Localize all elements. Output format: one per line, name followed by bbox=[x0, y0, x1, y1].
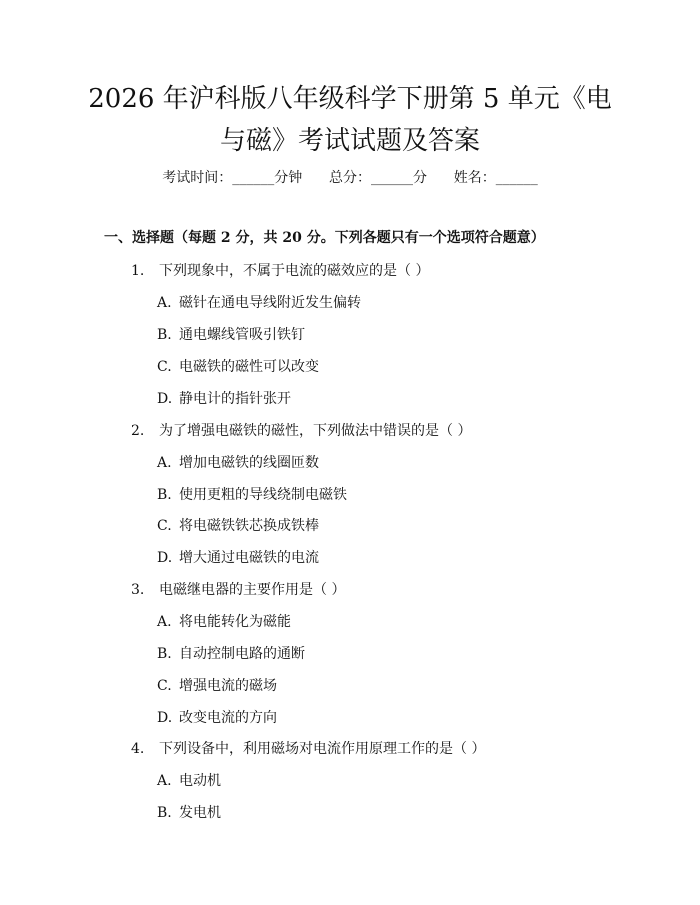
title-line-1: 2026 年沪科版八年级科学下册第 5 单元《电 bbox=[88, 84, 612, 114]
option-text: 静电计的指针张开 bbox=[179, 391, 291, 407]
option-text: 增大通过电磁铁的电流 bbox=[179, 550, 319, 566]
option-letter: B. bbox=[157, 805, 172, 821]
option-text: 增强电流的磁场 bbox=[179, 678, 277, 694]
question-4 bbox=[131, 739, 485, 759]
option-text: 自动控制电路的通断 bbox=[179, 646, 305, 662]
question-text: 下列现象中，不属于电流的磁效应的是（ ） bbox=[159, 263, 430, 279]
option-letter: A. bbox=[157, 295, 172, 311]
option-letter: D. bbox=[157, 391, 173, 407]
question-2 bbox=[131, 421, 471, 441]
option-text: 电动机 bbox=[179, 773, 221, 789]
option-letter: B. bbox=[157, 487, 172, 503]
option-letter: D. bbox=[157, 550, 173, 566]
option-text: 增加电磁铁的线圈匝数 bbox=[179, 455, 319, 471]
question-3-option-d bbox=[157, 708, 277, 728]
question-2-option-a bbox=[157, 453, 319, 473]
option-letter: C. bbox=[157, 678, 172, 694]
option-letter: D. bbox=[157, 710, 173, 726]
question-number: 3. bbox=[131, 582, 145, 598]
question-number: 2. bbox=[131, 423, 145, 439]
question-2-option-c bbox=[157, 516, 319, 536]
option-letter: B. bbox=[157, 646, 172, 662]
question-2-option-d bbox=[157, 548, 319, 568]
page-title bbox=[60, 78, 640, 162]
option-text: 将电磁铁铁芯换成铁棒 bbox=[179, 518, 319, 534]
option-letter: B. bbox=[157, 327, 172, 343]
question-2-option-b bbox=[157, 485, 347, 505]
option-text: 将电能转化为磁能 bbox=[179, 614, 291, 630]
option-text: 磁针在通电导线附近发生偏转 bbox=[179, 295, 361, 311]
option-text: 电磁铁的磁性可以改变 bbox=[179, 359, 319, 375]
option-text: 使用更粗的导线绕制电磁铁 bbox=[179, 487, 347, 503]
question-text: 为了增强电磁铁的磁性，下列做法中错误的是（ ） bbox=[159, 423, 472, 439]
question-3-option-a bbox=[157, 612, 291, 632]
option-text: 通电螺线管吸引铁钉 bbox=[179, 327, 305, 343]
question-1-option-a bbox=[157, 293, 361, 313]
question-3-option-c bbox=[157, 676, 277, 696]
question-1-option-b bbox=[157, 325, 305, 345]
option-letter: A. bbox=[157, 455, 172, 471]
exam-info-line: 考试时间：______分钟 总分：______分 姓名：______ bbox=[162, 170, 538, 186]
option-letter: C. bbox=[157, 518, 172, 534]
question-1-option-c bbox=[157, 357, 319, 377]
question-3-option-b bbox=[157, 644, 305, 664]
question-1 bbox=[131, 261, 429, 281]
question-number: 4. bbox=[131, 741, 145, 757]
question-4-option-a bbox=[157, 771, 221, 791]
section-heading: 一、选择题（每题 2 分，共 20 分。下列各题只有一个选项符合题意） bbox=[104, 230, 545, 246]
question-text: 电磁继电器的主要作用是（ ） bbox=[159, 582, 346, 598]
question-1-option-d bbox=[157, 389, 291, 409]
option-letter: A. bbox=[157, 773, 172, 789]
question-text: 下列设备中，利用磁场对电流作用原理工作的是（ ） bbox=[159, 741, 486, 757]
option-text: 发电机 bbox=[179, 805, 221, 821]
option-letter: C. bbox=[157, 359, 172, 375]
option-letter: A. bbox=[157, 614, 172, 630]
question-4-option-b bbox=[157, 803, 221, 823]
title-line-2: 与磁》考试试题及答案 bbox=[219, 126, 480, 156]
question-3 bbox=[131, 580, 345, 600]
option-text: 改变电流的方向 bbox=[179, 710, 277, 726]
question-number: 1. bbox=[131, 263, 145, 279]
